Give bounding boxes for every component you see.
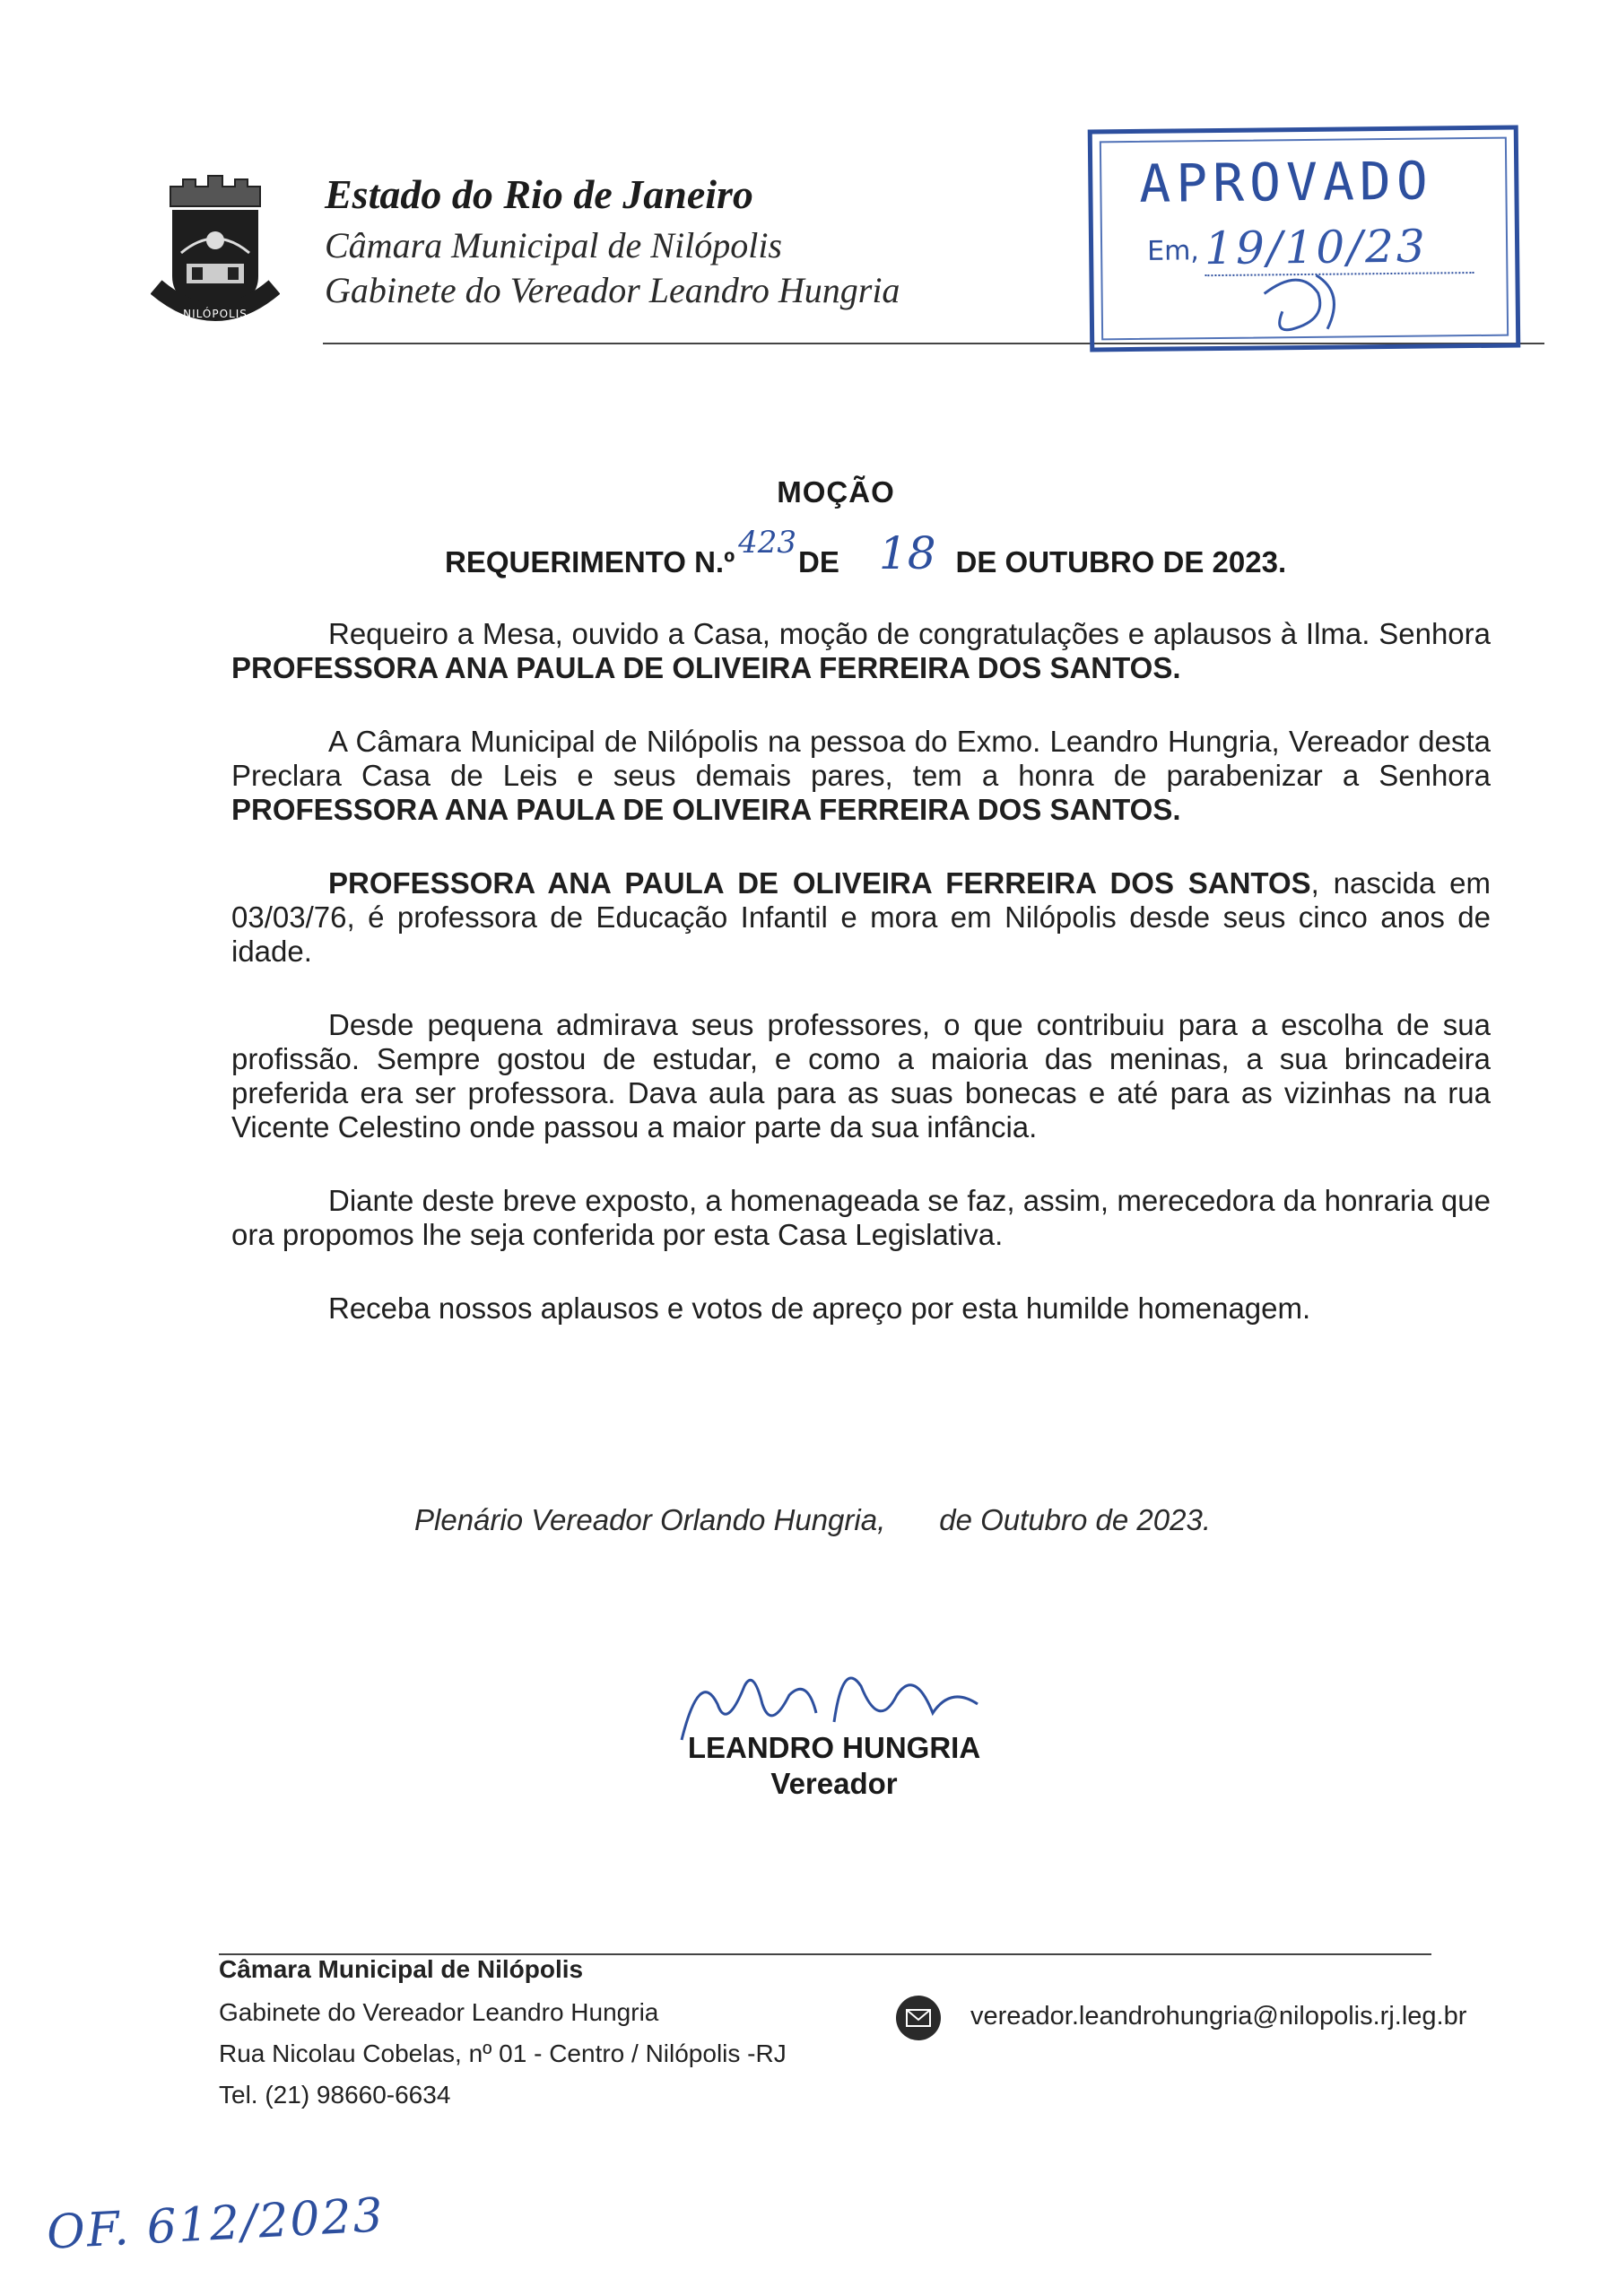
stamp-date: 19/10/23: [1205, 220, 1474, 276]
footer-office: Gabinete do Vereador Leandro Hungria: [219, 1998, 659, 2026]
paragraph-4: Desde pequena admirava seus professores, o que contribuiu para a escolha de sua profissão. Sempre gostou de estudar, e como a maioria das meninas, a sua brincadeira preferida era ser professora. Dava aula para as suas bonecas e até para as vizinhas na rua Vicente Celestino onde passou a maior parte da sua infância.: [231, 1008, 1491, 1144]
svg-text:NILÓPOLIS: NILÓPOLIS: [183, 308, 248, 320]
signatory-name: LEANDRO HUNGRIA: [687, 1731, 981, 1764]
signatory-role: Vereador: [770, 1767, 898, 1800]
document-title: MOÇÃO: [777, 475, 895, 509]
request-line: [445, 525, 1287, 583]
request-number: 423: [738, 525, 797, 561]
handwritten-office-number: OF. 612/2023: [45, 2188, 387, 2260]
paragraph-5: Diante deste breve exposto, a homenageada se faz, assim, merecedora da honraria que ora propomos lhe seja conferida por esta Casa Legislativa.: [231, 1184, 1491, 1251]
request-day: 18: [878, 527, 936, 579]
footer-email[interactable]: vereador.leandrohungria@nilopolis.rj.leg.br: [970, 2002, 1467, 2031]
request-prefix: REQUERIMENTO N.º: [445, 545, 735, 578]
request-de: DE: [798, 545, 839, 578]
stamp-initials-icon: [1246, 265, 1372, 338]
paragraph-2: A Câmara Municipal de Nilópolis na pessoa do Exmo. Leandro Hungria, Vereador desta Preclara Casa de Leis e seus demais pares, tem a honra de parabenizar a Senhora PROFESSORA ANA PAULA DE OLIVEIRA FERREIRA DOS SANTOS.: [231, 725, 1491, 826]
paragraph-1: Requeiro a Mesa, ouvido a Casa, moção de congratulações e aplausos à Ilma. Senhora PROFESSORA ANA PAULA DE OLIVEIRA FERREIRA DOS SANTOS.: [231, 617, 1491, 684]
municipal-crest-icon: [151, 170, 280, 332]
stamp-date-prefix: Em,: [1146, 235, 1200, 267]
footer-address: Rua Nicolau Cobelas, nº 01 - Centro / Nilópolis -RJ: [219, 2039, 787, 2067]
email-icon: [895, 1995, 942, 2041]
stamp-status: APROVADO: [1138, 150, 1434, 214]
header-office: Gabinete do Vereador Leandro Hungria: [325, 270, 900, 310]
closing-line: [414, 1503, 1211, 1537]
approval-stamp: [1088, 125, 1521, 352]
paragraph-3: PROFESSORA ANA PAULA DE OLIVEIRA FERREIRA DOS SANTOS, nascida em 03/03/76, é professora de Educação Infantil e mora em Nilópolis desde seus cinco anos de idade.: [231, 866, 1491, 968]
closing-date: de Outubro de 2023.: [939, 1503, 1211, 1536]
request-suffix: DE OUTUBRO DE 2023.: [955, 545, 1287, 578]
closing-place: Plenário Vereador Orlando Hungria,: [414, 1503, 886, 1536]
header-chamber: Câmara Municipal de Nilópolis: [325, 225, 782, 265]
header-state: Estado do Rio de Janeiro: [325, 171, 753, 217]
footer-chamber: Câmara Municipal de Nilópolis: [219, 1955, 584, 1983]
document-body: [231, 617, 1491, 1365]
footer-phone: Tel. (21) 98660-6634: [219, 2081, 451, 2109]
paragraph-6: Receba nossos aplausos e votos de apreço por esta humilde homenagem.: [328, 1292, 1311, 1325]
